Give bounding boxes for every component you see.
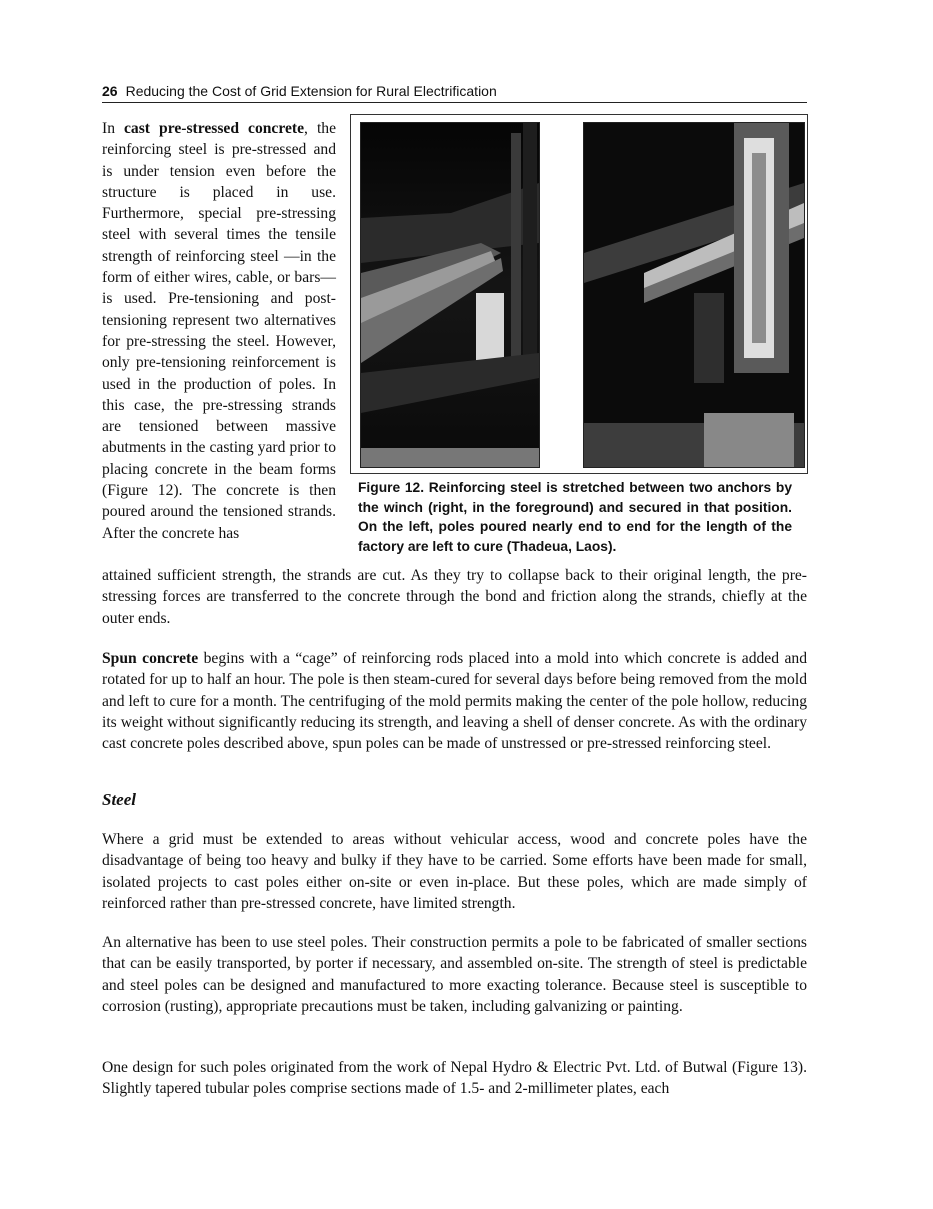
- spun-term: Spun concrete: [102, 650, 199, 667]
- spun-concrete-paragraph: [102, 648, 807, 754]
- running-head: [102, 82, 807, 103]
- cast-lead: In: [102, 120, 125, 137]
- steel-paragraph-2: An alternative has been to use steel poles. Their construction permits a pole to be fabricated of smaller sections that can be easily transported, by porter if necessary, and assembled on-site. The strength of steel is predictable and steel poles can be designed and manufactured to more exacting tolerance. Because steel is susceptible to corrosion (rusting), appropriate precautions must be taken, including galvanizing or painting.: [102, 934, 807, 1015]
- cast-concrete-continuation: attained sufficient strength, the strands are cut. As they try to collapse back to their original length, the pre-stressing forces are transferred to the concrete through the bond and friction along the strands, chiefly at the outer ends.: [102, 567, 807, 627]
- winch-anchor-image: [584, 123, 804, 467]
- cast-concrete-paragraph: [102, 118, 336, 566]
- cast-term: cast pre-stressed concrete: [124, 120, 305, 137]
- page-number: 26: [102, 83, 118, 99]
- figure-12-caption: Figure 12. Reinforcing steel is stretched between two anchors by the winch (right, in the foreground) and secured in that position. On the left, poles poured nearly end to end for the length of the factory are left to cure (Thadeua, Laos).: [358, 480, 792, 554]
- running-title: Reducing the Cost of Grid Extension for Rural Electrification: [125, 83, 497, 99]
- factory-poles-image: [361, 123, 539, 467]
- cast-narrow-text: , the reinforcing steel is pre-stressed and is under tension even before the structure is placed in use. Furthermore, special pre-stressing steel with several times the tensile strength of reinforcing steel —in the form of either wires, cable, or bars—is used. Pre-tensioning and post-tensioning represent two alternatives for pre-stressing the steel. However, only pre-tensioning reinforcement is used in the production of poles. In this case, the pre-stressing strands are tensioned between massive abutments in the casting yard prior to placing concrete in the beam forms (Figure 12). The concrete is then poured around the tensioned strands. After the concrete has: [102, 120, 336, 542]
- figure-12-left-photo: [360, 122, 540, 468]
- steel-paragraph-3: One design for such poles originated from the work of Nepal Hydro & Electric Pvt. Ltd. of Butwal (Figure 13). Slightly tapered tubular poles comprise sections made of 1.5- and 2-millimeter plates, each: [102, 1059, 807, 1098]
- steel-heading: Steel: [102, 790, 136, 809]
- figure-12-right-photo: [583, 122, 805, 468]
- spun-text: begins with a “cage” of reinforcing rods placed into a mold into which concrete is added and rotated for up to half an hour. The pole is then steam-cured for several days before being removed from the mold and left to cure for a month. The centrifuging of the mold permits making the center of the pole hollow, reducing its weight without significantly reducing its strength, and leaving a shell of denser concrete. As with the ordinary cast concrete poles described above, spun poles can be made of unstressed or pre-stressed reinforcing steel.: [102, 650, 807, 753]
- steel-paragraph-1: Where a grid must be extended to areas without vehicular access, wood and concrete poles have the disadvantage of being too heavy and bulky if they have to be carried. Some efforts have been made for small, isolated projects to cast poles either on-site or even in-place. But these poles, which are made simply of reinforced rather than pre-stressed concrete, have limited strength.: [102, 831, 807, 912]
